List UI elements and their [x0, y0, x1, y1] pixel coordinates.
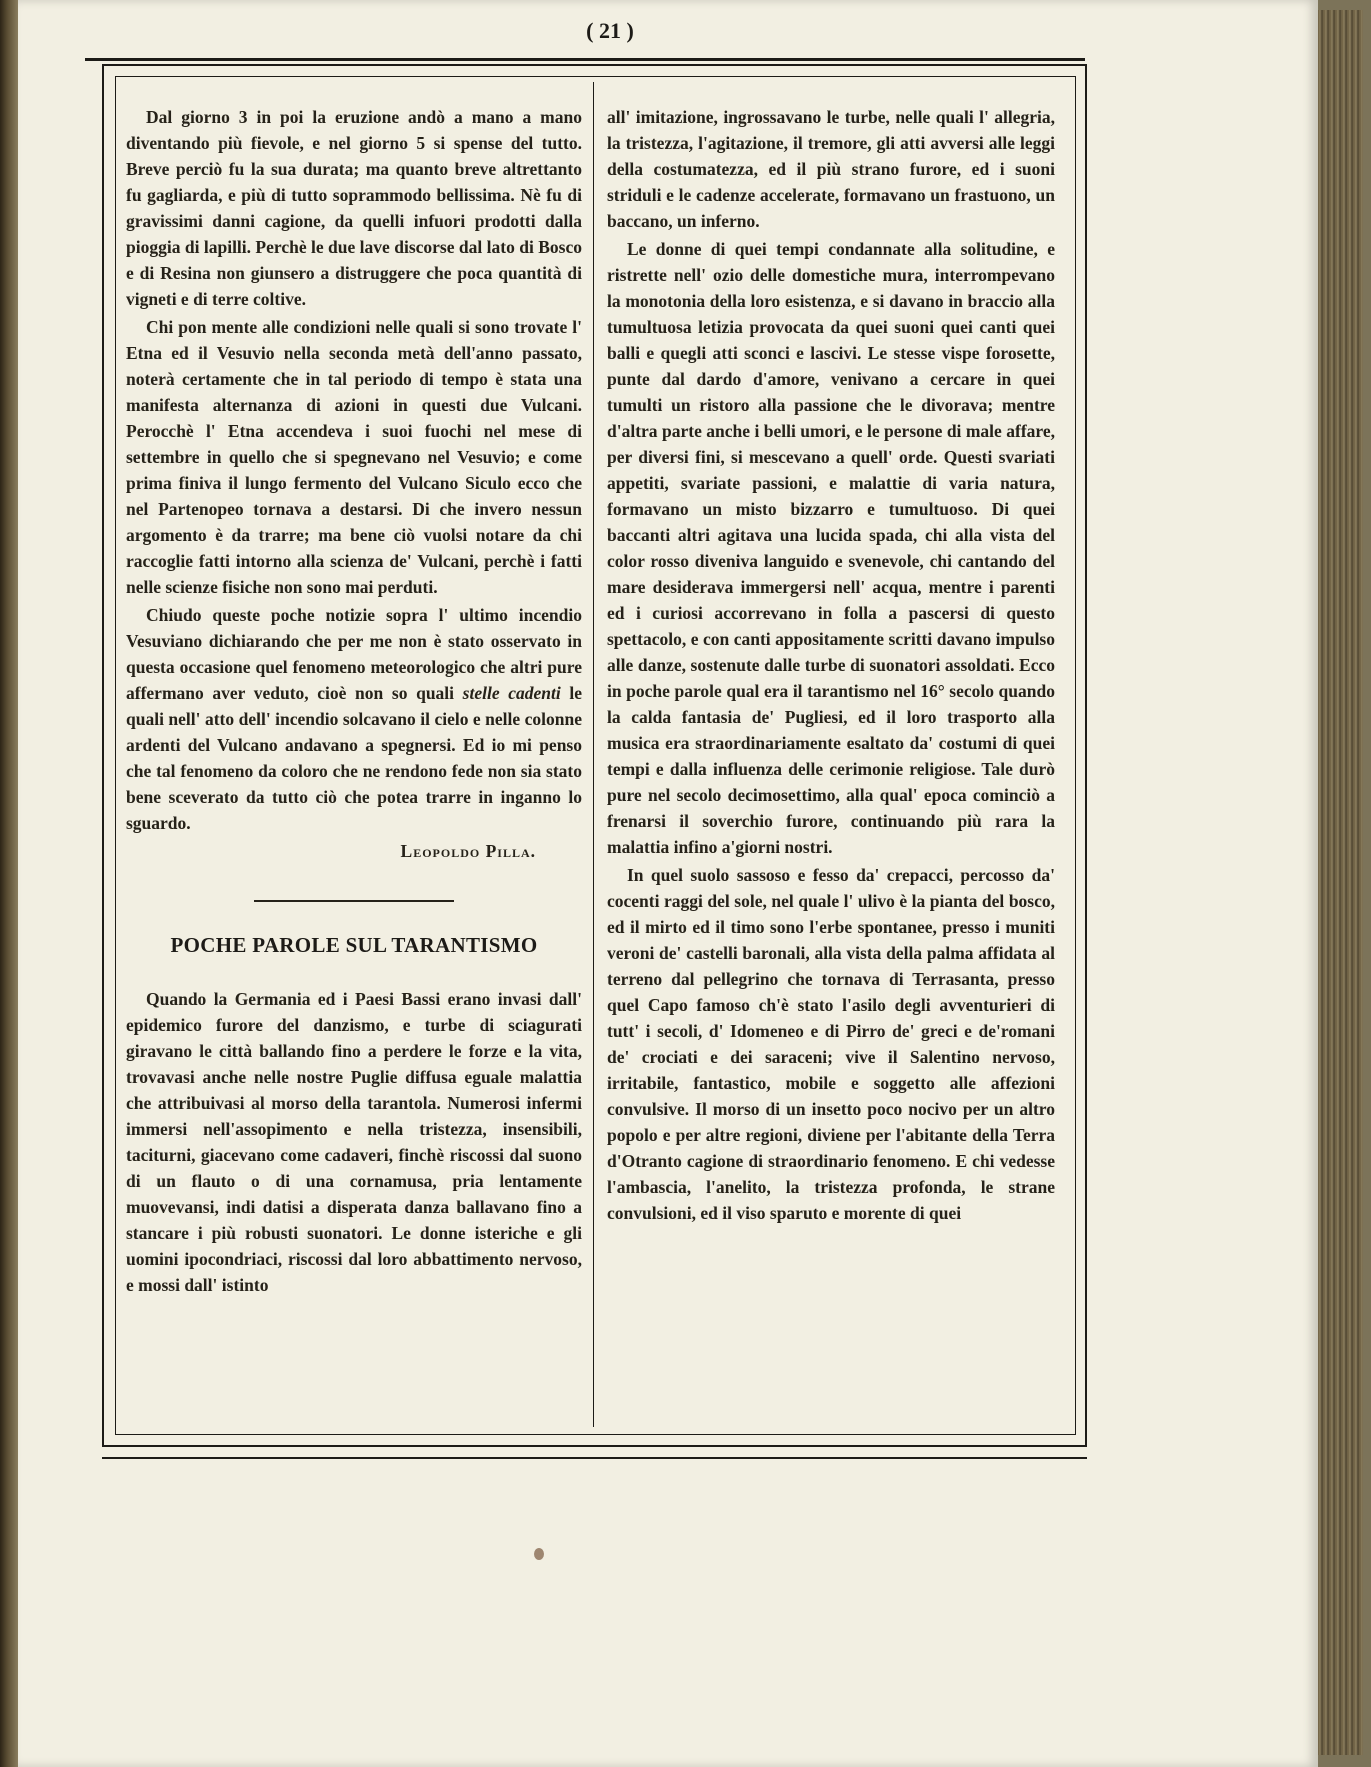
left-column [126, 104, 582, 1298]
paragraph: In quel suolo sassoso e fesso da' crepacci, percosso da' cocenti raggi del sole, nel quale l' ulivo è la pianta del bosco, ed il mirto ed il timo sono l'erbe spontanee, presso i muniti veroni de' castelli baronali, alla vista della palma affidata al terreno dal pellegrino che tornava di Terrasanta, presso quel Capo famoso ch'è stato l'asilo degli avventurieri di tutt' i secoli, d' Idomeneo e di Pirro de' greci e de'romani de' crociati e dei saraceni; vive il Salentino nervoso, irritabile, fantastico, mobile e soggetto alle affezioni convulsive. Il morso di un insetto poco nocivo per un altro popolo e per altre regioni, diviene per l'abitante della Terra d'Otranto cagione di straordinario fenomeno. E chi vedesse l'ambascia, l'anelito, la tristezza profonda, le strane convulsioni, ed il viso sparuto e morente di quei [607, 865, 1055, 1223]
italic-phrase: stelle cadenti [462, 683, 561, 703]
page-stack-edge [1318, 10, 1363, 1755]
paragraph: all' imitazione, ingrossavano le turbe, nelle quali l' allegria, la tristezza, l'agitazione, il tremore, gli atti avversi alle leggi della costumatezza, ed il più strano furore, ed i suoni striduli e le cadenze accelerate, formavano un frastuono, un baccano, un inferno. [607, 107, 1055, 231]
paragraph: Dal giorno 3 in poi la eruzione andò a mano a mano diventando più fievole, e nel giorno 5 si spense del tutto. Breve perciò fu la sua durata; ma quanto breve altrettanto fu gagliarda, e più di tutto soprammodo bellissima. Nè fu di gravissimi danni cagione, da quelli infuori prodotti dalla pioggia di lapilli. Perchè le due lave discorse dal lato di Bosco e di Resina non giunsero a distruggere che poca quantità di vigneti e di terre coltive. [126, 107, 582, 309]
paragraph-text: le quali nell' atto dell' incendio solcavano il cielo e nelle colonne ardenti del Vulcano andavano a spegnersi. Ed io mi penso che tal fenomeno da coloro che ne rendono fede non sia stato bene sceverato da tutto ciò che potea trarre in inganno lo sguardo. [126, 683, 583, 833]
ink-blot [534, 1548, 544, 1560]
column-divider [593, 82, 594, 1427]
paragraph [126, 602, 582, 836]
paragraph: Quando la Germania ed i Paesi Bassi erano invasi dall' epidemico furore del danzismo, e turbe di sciagurati giravano le città ballando fino a perdere le forze e la vita, trovavasi anche nelle nostre Puglie diffusa eguale malattia che attribuivasi al morso della tarantola. Numerosi infermi immersi nell'assopimento e nella tristezza, insensibili, taciturni, giacevano come cadaveri, finchè riscossi dal suono di un flauto o di una cornamusa, pria lentamente muovevansi, indi datisi a disperata danza ballavano fino a stancare i più robusti suonatori. Le donne isteriche e gli uomini ipocondriaci, riscossi dal loro abbattimento nervoso, e mossi dall' istinto [126, 989, 582, 1295]
page-number: ( 21 ) [586, 18, 634, 43]
paragraph: Le donne di quei tempi condannate alla solitudine, e ristrette nell' ozio delle domestiche mura, interrompevano la monotonia della loro esistenza, e si davano in braccio alla tumultuosa letizia provocata da quei suoni quei canti quei balli e quegli atti sconci e lascivi. Le stesse vispe forosette, punte dal dardo d'amore, venivano a cercare in quei tumulti un ristoro alla passione che le divorava; mentre d'altra parte anche i belli umori, e le persone di male affare, per diversi fini, si mescevano a quell' orde. Questi svariati appetiti, svariate passioni, e malattie di varia natura, formavano un misto bizzarro e tumultuoso. Di quei baccanti altri agitava una lucida spada, chi alla vista del color rosso diveniva languido e svenevole, chi cantando del mare desiderava immergersi nell' acqua, mentre i parenti ed i curiosi accorrevano in folla a pascersi di questo spettacolo, e con canti appositamente scritti davano impulso alle danze, sostenute dalle turbe di suonatori assoldati. Ecco in poche parole qual era il tarantismo nel 16° secolo quando la calda fantasia de' Pugliesi, ed il loro trasporto alla musica era straordinariamente esaltato da' costumi di quei tempi e dalla influenza delle cerimonie religiose. Tale durò pure nel secolo decimosettimo, alla qual' epoca cominciò a frenarsi il soverchio furore, continuando più rara la malattia infino a'giorni nostri. [607, 239, 1055, 857]
right-column [607, 104, 1055, 1226]
bottom-rule [102, 1457, 1087, 1459]
paragraph-text: Chiudo queste poche notizie sopra l' ultimo incendio Vesuviano dichiarando che per me non è stato osservato in questa occasione quel fenomeno meteorologico che altri pure affermano aver veduto, cioè non so quali [126, 605, 582, 703]
section-divider [254, 900, 454, 902]
section-title: POCHE PAROLE SUL TARANTISMO [170, 933, 538, 957]
paragraph: Chi pon mente alle condizioni nelle quali si sono trovate l' Etna ed il Vesuvio nella seconda metà dell'anno passato, noterà certamente che in tal periodo di tempo è stata una manifesta alternanza di azioni in questi due Vulcani. Perocchè l' Etna accendeva i suoi fuochi nel mese di settembre in quello che si spegnevano nel Vesuvio; e come prima finiva il lungo fermento del Vulcano Siculo ecco che nel Partenopeo tornava a destarsi. Di che invero nessun argomento è da trarre; ma bene ciò vuolsi notare da chi raccoglie fatti intorno alla scienza de' Vulcani, perchè i fatti nelle scienze fisiche non sono mai perduti. [126, 317, 582, 597]
author-signature: Leopoldo Pilla. [400, 841, 536, 861]
top-rule [85, 58, 1085, 61]
book-spine-shadow [0, 0, 18, 1767]
